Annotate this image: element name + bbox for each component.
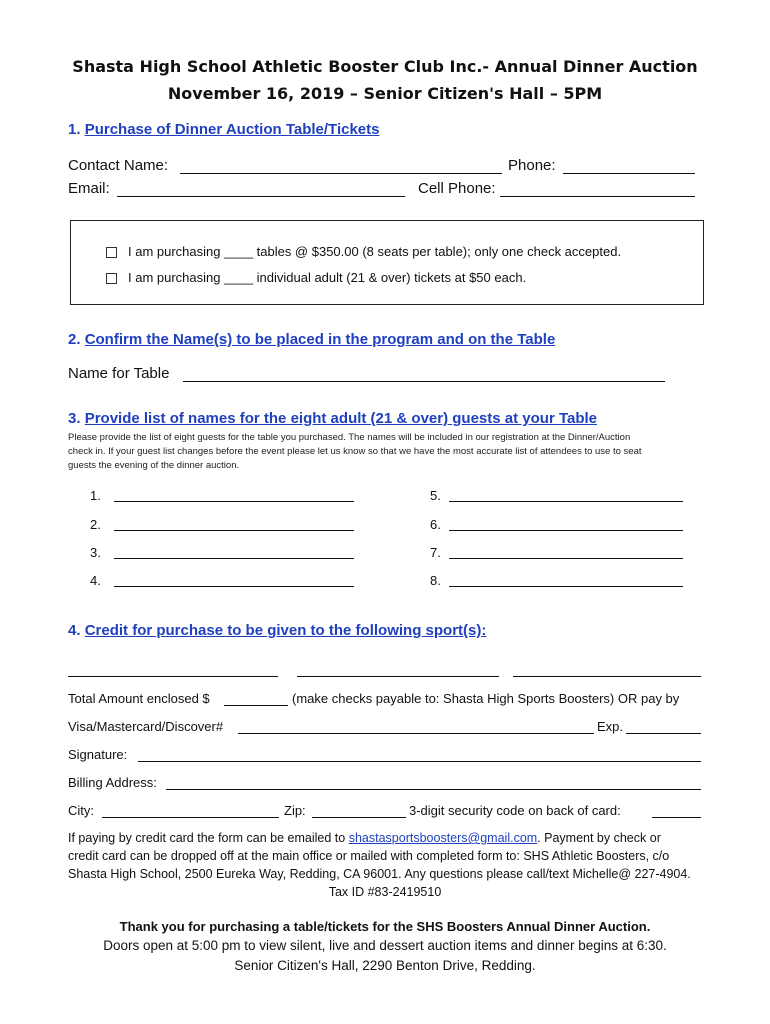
cell-phone-field[interactable] — [500, 196, 695, 197]
section1-heading — [68, 121, 379, 138]
security-code-label: 3-digit security code on back of card: — [409, 803, 621, 818]
guest-3-field[interactable] — [114, 558, 354, 559]
section2-heading — [68, 331, 555, 348]
guest-number: 4. — [90, 573, 101, 588]
guest-number: 6. — [430, 517, 441, 532]
email-field[interactable] — [117, 196, 405, 197]
exp-label: Exp. — [597, 719, 624, 734]
email-link[interactable]: shastasportsboosters@gmail.com — [348, 831, 538, 845]
tickets-option-label: I am purchasing ____ individual adult (21 & over) tickets at $50 each. — [128, 270, 527, 285]
section3-title: Provide list of names for the eight adult (21 & over) guests at your Table — [84, 410, 598, 427]
guest-6-field[interactable] — [449, 530, 683, 531]
section2-number: 2. — [68, 331, 81, 348]
page-title: Shasta High School Athletic Booster Club Inc.- Annual Dinner Auction — [72, 57, 698, 76]
total-amount-note: (make checks payable to: Shasta High Sports Boosters) OR pay by — [292, 691, 680, 706]
instructions-line-1: Please provide the list of eight guests for the table you purchased. The names will be included in our registration at the Dinner/Auction — [68, 432, 631, 443]
phone-label: Phone: — [508, 157, 556, 174]
guest-number: 7. — [430, 545, 441, 560]
section3-heading — [68, 410, 597, 427]
instructions-line-2: check in. If your guest list changes before the event please let us know so that we have the most accurate list of attendees to use to seat — [68, 446, 642, 457]
email-label: Email: — [68, 180, 110, 197]
exp-field[interactable] — [626, 733, 701, 734]
signature-field[interactable] — [138, 761, 701, 762]
zip-field[interactable] — [312, 817, 406, 818]
tables-checkbox[interactable] — [106, 247, 117, 258]
payment-info-line-2: credit card can be dropped off at the main office or mailed with completed form to: SHS Athletic Boosters, c/o — [68, 849, 670, 863]
sport-field-1[interactable] — [68, 676, 278, 677]
guest-number: 5. — [430, 488, 441, 503]
section1-number: 1. — [68, 121, 81, 138]
doors-open-line: Doors open at 5:00 pm to view silent, live and dessert auction items and dinner begins at 6:30. — [103, 938, 667, 953]
guest-number: 2. — [90, 517, 101, 532]
name-for-table-field[interactable] — [183, 381, 665, 382]
city-label: City: — [68, 803, 94, 818]
section4-title: Credit for purchase to be given to the following sport(s): — [84, 622, 487, 639]
page-subtitle: November 16, 2019 – Senior Citizen's Hall – 5PM — [167, 84, 603, 103]
guest-2-field[interactable] — [114, 530, 354, 531]
guest-number: 1. — [90, 488, 101, 503]
city-field[interactable] — [102, 817, 279, 818]
cell-phone-label: Cell Phone: — [418, 180, 496, 197]
section3-number: 3. — [68, 410, 81, 427]
tax-id: Tax ID #83-2419510 — [328, 885, 442, 899]
sport-field-2[interactable] — [297, 676, 499, 677]
name-for-table-label: Name for Table — [68, 365, 170, 382]
tickets-checkbox[interactable] — [106, 273, 117, 284]
payment-info-text: . Payment by check or — [537, 831, 661, 845]
signature-label: Signature: — [68, 747, 128, 762]
guest-number: 3. — [90, 545, 101, 560]
contact-name-field[interactable] — [180, 173, 502, 174]
guest-7-field[interactable] — [449, 558, 683, 559]
security-code-field[interactable] — [652, 817, 701, 818]
guest-8-field[interactable] — [449, 586, 683, 587]
payment-info-line-1 — [68, 830, 661, 847]
guest-1-field[interactable] — [114, 501, 354, 502]
tables-option-label: I am purchasing ____ tables @ $350.00 (8 seats per table); only one check accepted. — [128, 244, 622, 259]
instructions-line-3: guests the evening of the dinner auction. — [68, 460, 240, 471]
total-amount-field[interactable] — [224, 705, 288, 706]
guest-number: 8. — [430, 573, 441, 588]
sport-field-3[interactable] — [513, 676, 701, 677]
section1-title: Purchase of Dinner Auction Table/Tickets — [84, 121, 380, 138]
section4-heading — [68, 622, 486, 639]
billing-address-label: Billing Address: — [68, 775, 157, 790]
total-amount-label: Total Amount enclosed $ — [68, 691, 210, 706]
section2-title: Confirm the Name(s) to be placed in the program and on the Table — [84, 331, 556, 348]
ticket-options-box — [70, 220, 704, 305]
zip-label: Zip: — [284, 803, 306, 818]
card-number-label: Visa/Mastercard/Discover# — [68, 719, 224, 734]
thank-you-line: Thank you for purchasing a table/tickets for the SHS Boosters Annual Dinner Auction. — [119, 919, 651, 934]
location-line: Senior Citizen's Hall, 2290 Benton Drive, Redding. — [234, 958, 536, 973]
guest-5-field[interactable] — [449, 501, 683, 502]
payment-info-line-3: Shasta High School, 2500 Eureka Way, Redding, CA 96001. Any questions please call/text Michelle@ 227-4904. — [68, 867, 691, 881]
card-number-field[interactable] — [238, 733, 594, 734]
billing-address-field[interactable] — [166, 789, 701, 790]
payment-info-text: If paying by credit card the form can be emailed to — [68, 831, 346, 845]
section4-number: 4. — [68, 622, 81, 639]
phone-field[interactable] — [563, 173, 695, 174]
contact-name-label: Contact Name: — [68, 157, 169, 174]
guest-4-field[interactable] — [114, 586, 354, 587]
